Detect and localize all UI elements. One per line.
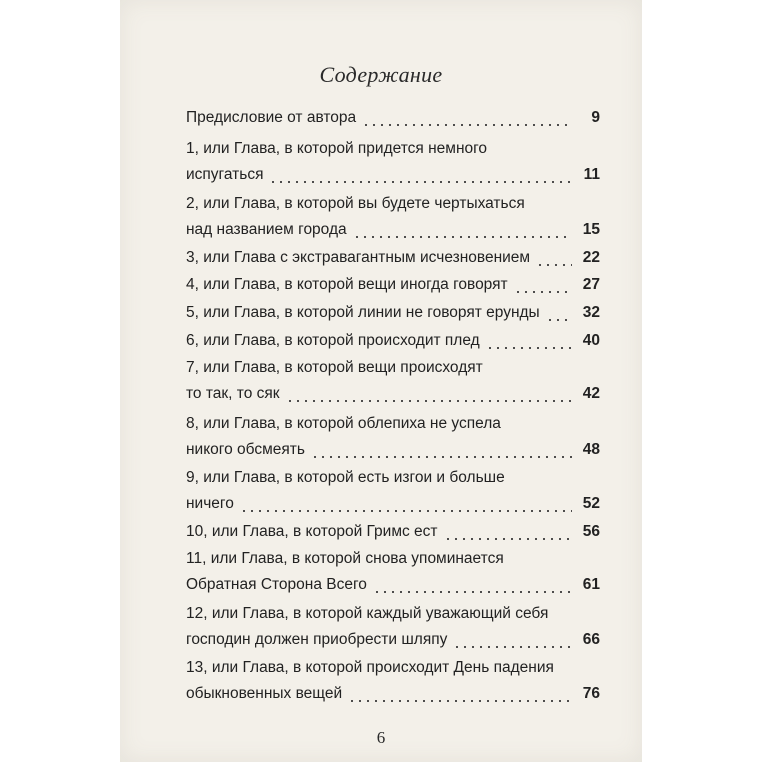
toc-entry [186,546,600,598]
toc-entry [186,300,600,326]
toc-page-number: 76 [582,685,600,702]
dot-leader [362,124,572,126]
toc-entry [186,245,600,271]
dot-leader [486,347,572,349]
toc-page-number: 11 [583,166,600,183]
toc-entry [186,355,600,407]
dot-leader [348,700,572,702]
dot-leader [286,400,572,402]
toc-page-number: 61 [582,576,600,593]
toc-page-number: 48 [582,441,600,458]
dot-leader [536,264,572,266]
toc-page-number: 42 [582,385,600,402]
toc-page-number: 40 [582,332,600,349]
toc-entry [186,272,600,298]
dot-leader [311,456,572,458]
dot-leader [514,291,572,293]
toc-entry-text: 2, или Глава, в которой вы будете чертыхаться [186,195,525,212]
toc-entry-text: 6, или Глава, в которой происходит плед [186,332,480,349]
toc-entry-text: 8, или Глава, в которой облепиха не успела [186,415,501,432]
toc-page-number: 56 [582,523,600,540]
toc-entry-text: никого обсмеять [186,441,305,458]
page-number: 6 [376,728,386,747]
toc-entry [186,105,600,131]
toc-entry [186,191,600,243]
toc-entry [186,655,600,707]
toc-page-number: 52 [582,495,600,512]
toc-entry-text: 12, или Глава, в которой каждый уважающий себя [186,605,549,622]
dot-leader [240,510,572,512]
toc-entry-text: 11, или Глава, в которой снова упоминается [186,550,504,567]
toc-entry [186,328,600,354]
toc-entry [186,136,600,188]
toc-page-number: 66 [582,631,600,648]
toc-entry-text: над названием города [186,221,347,238]
dot-leader [269,181,572,183]
toc-page-number: 32 [582,304,600,321]
dot-leader [444,538,572,540]
toc-entry-text: 9, или Глава, в которой есть изгои и больше [186,469,505,486]
toc-entry-text: испугаться [186,166,264,183]
dot-leader [353,236,572,238]
toc-entry-text: обыкновенных вещей [186,685,343,702]
toc-page-number: 15 [582,221,600,238]
toc-entry-text: Обратная Сторона Всего [186,576,367,593]
toc-entry-text: 7, или Глава, в которой вещи происходят [186,359,483,376]
dot-leader [373,591,572,593]
toc-entry-text: господин должен приобрести шляпу [186,631,448,648]
toc-entry-text: 5, или Глава, в которой линии не говорят ерунды [186,304,540,321]
dot-leader [546,319,572,321]
toc-entry-text: 3, или Глава с экстравагантным исчезновением [186,249,531,266]
toc-entry-text: 4, или Глава, в которой вещи иногда говорят [186,276,508,293]
toc-entry-text: Предисловие от автора [186,109,357,126]
toc-entry-text: ничего [186,495,234,512]
toc-entry [186,465,600,517]
toc-entry [186,519,600,545]
toc-page-number: 27 [582,276,600,293]
toc-entry [186,601,600,653]
toc-entry-text: 1, или Глава, в которой придется немного [186,140,488,157]
toc-entry-text: 10, или Глава, в которой Гримс ест [186,523,438,540]
toc-page-number: 22 [582,249,600,266]
toc-page-number: 9 [591,109,600,126]
toc-entry-text: то так, то сяк [186,385,280,402]
toc-title: Содержание [319,62,443,87]
dot-leader [453,646,572,648]
toc-entry [186,411,600,463]
toc-entry-text: 13, или Глава, в которой происходит День падения [186,659,554,676]
